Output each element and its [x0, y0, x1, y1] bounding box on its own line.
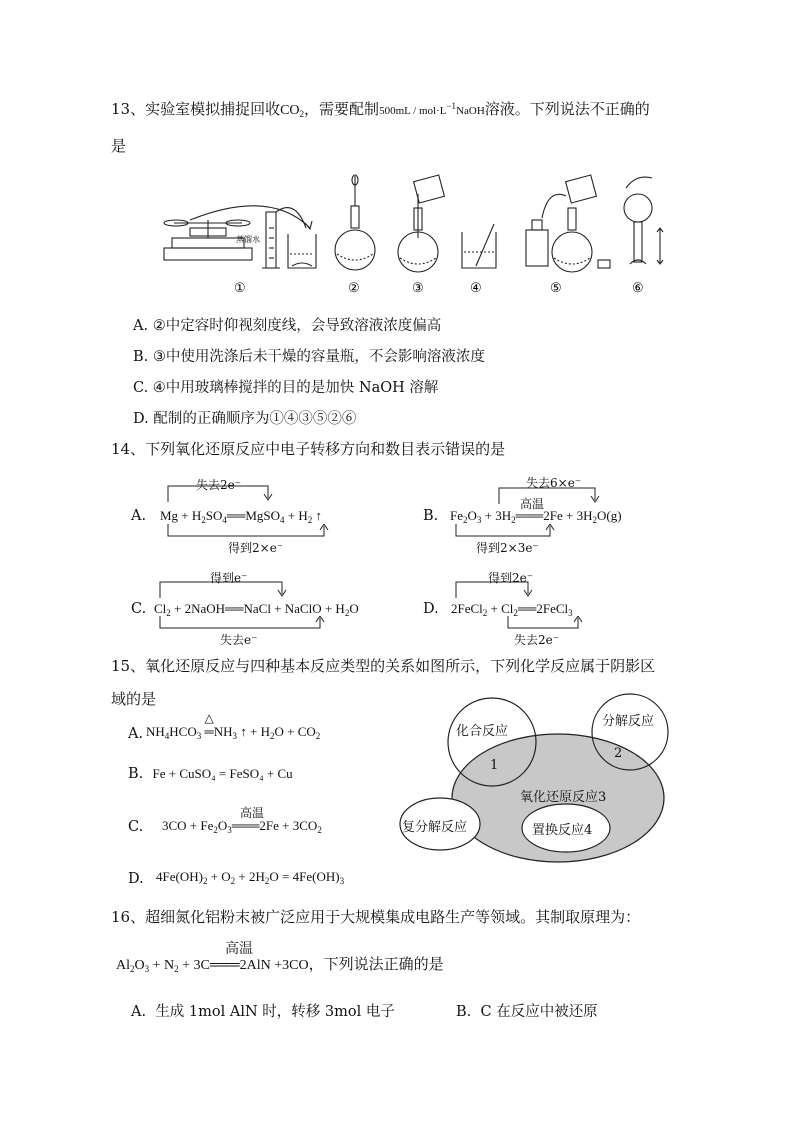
q14-c-bottom-arrow [156, 616, 376, 632]
q14-c-top-arrow [156, 576, 376, 598]
q14-a-top-label: 失去2e⁻ [196, 478, 242, 492]
volumetric-flask-dropper-icon [335, 175, 375, 270]
q16-equation: $Al_2O_3 + N_2$ + 3C═══2AlN +3CO [116, 958, 309, 974]
venn-redox-label: 氧化还原反应3 [520, 790, 607, 805]
q14-d-top-label: 得到2e⁻ [488, 571, 534, 585]
q15-c-condition: 高温 [240, 806, 265, 820]
q14-d-bottom-arrow [450, 616, 600, 632]
concentration-text: $500mL / mol\cdot L^{-1}NaOH$ [379, 101, 485, 117]
beaker-rod-icon [462, 224, 496, 268]
q14-a-equation: $Mg + H_2SO_4══MgSO_4 + H_2$ ↑ [160, 508, 322, 525]
bottle-flask-icon [526, 175, 610, 272]
q15-option-c[interactable]: C. [128, 819, 144, 835]
balance-icon [164, 206, 312, 260]
q14-stem: 14、下列氧化还原反应中电子转移方向和数目表示错误的是 [111, 440, 506, 458]
fig-label-4: ④ [470, 280, 482, 295]
q14-b-condition: 高温 [520, 497, 545, 511]
q13-stem: 13、实验室模拟捕捉回收$CO_2$，需要配制$500mL / mol\cdot L^{-1}NaOH$溶液。下列说法不正确的 [111, 100, 650, 119]
fig-label-2: ② [348, 280, 360, 295]
q15-a-equation: $NH_4HCO_3$ ═ △ $NH_3$ ↑ + $H_2O + CO_2$ [146, 711, 321, 741]
q15-option-b[interactable]: B. Fe + CuSO₄ = FeSO₄ + Cu [128, 766, 293, 782]
q16-condition: 高温 [225, 941, 253, 957]
q14-b-top-label: 失去6×e⁻ [526, 476, 582, 490]
q14-d-equation: 2FeCl$_2$ + $Cl_2══2FeCl_3$ [451, 601, 573, 618]
q13-option-c[interactable]: C. ④中用玻璃棒搅拌的目的是加快 NaOH 溶解 [133, 380, 439, 396]
q13-apparatus-figure [150, 168, 670, 298]
q15-c-equation: $3CO + Fe_2O_3═══2Fe + 3CO_2$ [162, 818, 322, 835]
venn-number-2: 2 [614, 746, 623, 761]
q13-stem-line2: 是 [111, 137, 127, 155]
q14-b-equation: $Fe_2O_3$ + $3H_2═══2Fe + 3H_2O(g)$ [450, 508, 622, 525]
q15-stem: 15、氧化还原反应与四种基本反应类型的关系如图所示，下列化学反应属于阴影区 [111, 657, 656, 675]
q14-a-bottom-label: 得到2×e⁻ [228, 541, 284, 555]
inverting-flask-icon [624, 177, 663, 264]
fig-label-6: ⑥ [632, 280, 644, 295]
q14-c-equation: $Cl_2$ + 2NaOH══NaCl + NaClO + $H_2O$ [154, 601, 359, 618]
q16-option-a[interactable]: A. 生成 1mol AlN 时，转移 3mol 电子 [131, 1004, 395, 1020]
heat-condition: △ [204, 711, 214, 725]
q13-option-d[interactable]: D. 配制的正确顺序为①④③⑤②⑥ [133, 411, 357, 427]
q14-option-c[interactable]: C. [131, 601, 147, 617]
co2-formula: $CO_2$ [280, 103, 305, 119]
q14-option-b[interactable]: B. [423, 508, 439, 524]
q13-option-b[interactable]: B. ③中使用洗涤后未干燥的容量瓶，不会影响溶液浓度 [133, 349, 485, 365]
q14-d-bottom-label: 失去2e⁻ [514, 633, 560, 647]
q14-b-bottom-label: 得到2×3e⁻ [476, 541, 539, 555]
fig-label-1: ① [234, 280, 246, 295]
q15-option-a[interactable]: A. [128, 726, 144, 742]
q14-c-bottom-label: 失去e⁻ [220, 633, 258, 647]
q14-b-bottom-arrow [450, 524, 650, 540]
q15-option-d[interactable]: D. [128, 871, 144, 887]
q16-option-b[interactable]: B. C 在反应中被还原 [456, 1004, 598, 1020]
q15-d-equation: $4Fe(OH)_2 + O_2 + 2H_2O = 4Fe(OH)_3$ [156, 869, 345, 886]
q13-option-a[interactable]: A. ②中定容时仰视刻度线，会导致溶液浓度偏高 [133, 318, 442, 334]
q14-option-d[interactable]: D. [423, 601, 439, 617]
venn-decomposition-label: 分解反应 [602, 714, 655, 729]
q15-stem-line2: 域的是 [111, 690, 157, 708]
fig-label-3: ③ [412, 280, 424, 295]
q14-a-top-arrow [160, 480, 360, 502]
fig-label-5: ⑤ [550, 280, 562, 295]
q16-stem: 16、超细氮化铝粉末被广泛应用于大规模集成电路生产等领域。其制取原理为： [111, 908, 641, 926]
q16-equation-line: $Al_2O_3 + N_2$ + 3C═══2AlN +3CO，下列说法正确的是 [116, 955, 444, 974]
pouring-flask-icon [398, 175, 444, 272]
venn-number-1: 1 [490, 758, 499, 773]
graduated-cylinder-icon [262, 212, 280, 268]
venn-replacement-label: 置换反应4 [532, 823, 593, 838]
distilled-water-label: 蒸馏水 [236, 235, 260, 244]
venn-combination-label: 化合反应 [456, 724, 509, 739]
q14-option-a[interactable]: A. [131, 508, 147, 524]
venn-double-label: 复分解反应 [402, 820, 468, 835]
q14-a-bottom-arrow [160, 524, 360, 540]
q14-c-top-label: 得到e⁻ [210, 571, 248, 585]
